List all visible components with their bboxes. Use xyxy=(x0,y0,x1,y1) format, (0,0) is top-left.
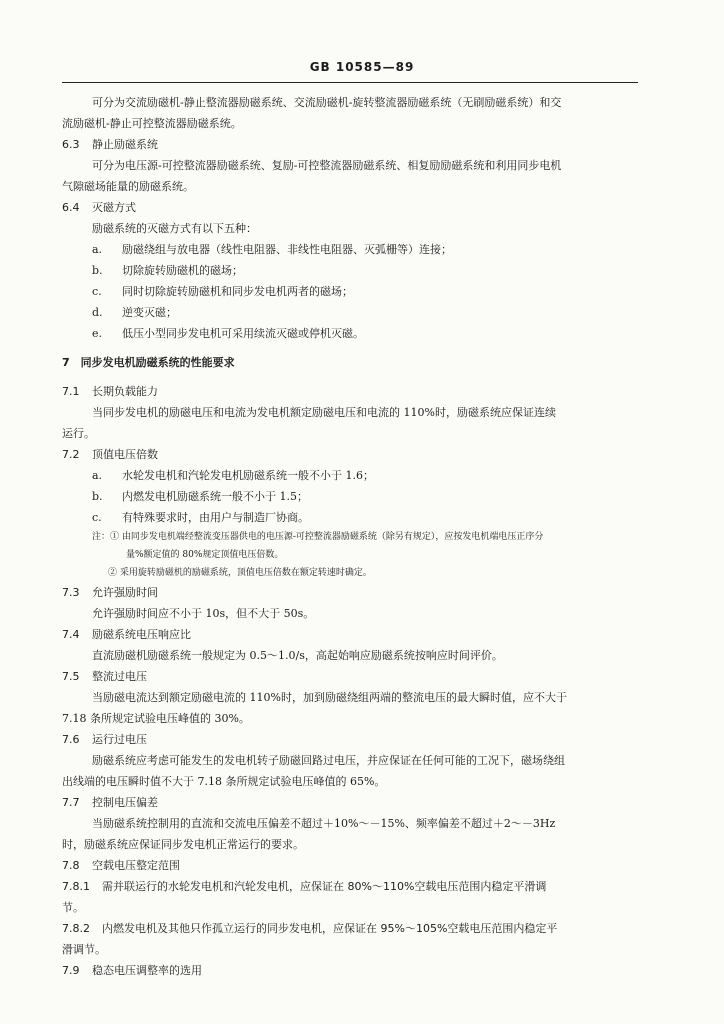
paragraph-line: 时，励磁系统应保证同步发电机正常运行的要求。 xyxy=(62,838,304,851)
section-heading xyxy=(62,960,642,981)
section-title: 励磁系统电压响应比 xyxy=(92,628,191,641)
section-number: 7.8.2 xyxy=(62,922,90,935)
note-line: 量%额定值的 80%规定顶值电压倍数。 xyxy=(126,550,284,560)
section-heading xyxy=(62,729,642,750)
paragraph-line: 当同步发电机的励磁电压和电流为发电机额定励磁电压和电流的 110%时，励磁系统应保证连续 xyxy=(92,406,556,419)
list-item-label: a. xyxy=(92,243,103,256)
list-item-label: d. xyxy=(92,306,103,319)
paragraph-line: 可分为电压源-可控整流器励磁系统、复励-可控整流器励磁系统、相复励励磁系统和利用同步电机 xyxy=(92,159,562,172)
section-heading xyxy=(62,134,642,155)
list-item-label: b. xyxy=(92,490,103,503)
paragraph-line: 7.18 条所规定试验电压峰值的 30%。 xyxy=(62,712,250,725)
list-item-text: 励磁绕组与放电器（线性电阻器、非线性电阻器、灭弧栅等）连接； xyxy=(122,243,452,256)
note-line: ② 采用旋转励磁机的励磁系统，顶值电压倍数在额定转速时确定。 xyxy=(108,568,372,578)
section-number: 7.4 xyxy=(62,628,80,641)
section-number: 7.3 xyxy=(62,586,80,599)
section-title: 运行过电压 xyxy=(92,733,147,746)
list-item xyxy=(62,507,642,528)
section-heading xyxy=(62,855,642,876)
section-number: 6.3 xyxy=(62,138,80,151)
list-item-text: 切除旋转励磁机的磁场； xyxy=(122,264,243,277)
list-item xyxy=(62,465,642,486)
paragraph-line: 节。 xyxy=(62,901,84,914)
section-number: 7.1 xyxy=(62,385,80,398)
section-title: 静止励磁系统 xyxy=(92,138,158,151)
section-heading xyxy=(62,792,642,813)
section-heading xyxy=(62,666,642,687)
paragraph-line: 直流励磁机励磁系统一般规定为 0.5～1.0/s，高起始响应励磁系统按响应时间评价。 xyxy=(92,649,503,662)
chapter-heading: 7 同步发电机励磁系统的性能要求 xyxy=(62,356,235,369)
list-item-label: b. xyxy=(92,264,103,277)
list-item xyxy=(62,302,642,323)
list-item-text: 内燃发电机励磁系统一般不小于 1.5； xyxy=(122,490,308,503)
list-item-label: c. xyxy=(92,511,102,524)
paragraph-line: 可分为交流励磁机-静止整流器励磁系统、交流励磁机-旋转整流器励磁系统（无刷励磁系统）和交 xyxy=(92,96,562,109)
section-title: 顶值电压倍数 xyxy=(92,448,158,461)
section-title: 控制电压偏差 xyxy=(92,796,158,809)
section-number: 7.5 xyxy=(62,670,80,683)
paragraph-line: 励磁系统应考虑可能发生的发电机转子励磁回路过电压，并应保证在任何可能的工况下，磁场绕组 xyxy=(92,754,565,767)
section-title: 长期负载能力 xyxy=(92,385,158,398)
section-heading xyxy=(62,624,642,645)
section-number: 7.8.1 xyxy=(62,880,90,893)
paragraph-line: 出线端的电压瞬时值不大于 7.18 条所规定试验电压峰值的 65%。 xyxy=(62,775,386,788)
paragraph-line: 当励磁电流达到额定励磁电流的 110%时，加到励磁绕组两端的整流电压的最大瞬时值，应不大于 xyxy=(92,691,567,704)
list-item-label: c. xyxy=(92,285,102,298)
list-item-text: 低压小型同步发电机可采用续流灭磁或停机灭磁。 xyxy=(122,327,364,340)
paragraph-line: 滑调节。 xyxy=(62,943,106,956)
section-title: 允许强励时间 xyxy=(92,586,158,599)
section-number: 7.8 xyxy=(62,859,80,872)
section-title: 灭磁方式 xyxy=(92,201,136,214)
paragraph-line: 气隙磁场能量的励磁系统。 xyxy=(62,180,194,193)
list-item-text: 同时切除旋转励磁机和同步发电机两者的磁场； xyxy=(122,285,353,298)
list-item xyxy=(62,239,642,260)
list-item xyxy=(62,281,642,302)
section-heading xyxy=(62,381,642,402)
list-item xyxy=(62,486,642,507)
header-divider xyxy=(62,82,638,83)
list-item xyxy=(62,260,642,281)
section-number: 7.7 xyxy=(62,796,80,809)
section-title: 稳态电压调整率的选用 xyxy=(92,964,202,977)
section-number: 7.6 xyxy=(62,733,80,746)
paragraph-line: 流励磁机-静止可控整流器励磁系统。 xyxy=(62,117,242,130)
section-number: 7.9 xyxy=(62,964,80,977)
note-line: 注：① 由同步发电机端经整流变压器供电的电压源-可控整流器励磁系统（除另有规定），应按发电机端电压正序分 xyxy=(92,532,544,542)
section-number: 7.2 xyxy=(62,448,80,461)
standard-code-header: GB 10585—89 xyxy=(309,60,415,74)
section-title: 空载电压整定范围 xyxy=(92,859,180,872)
section-heading xyxy=(62,918,642,939)
list-item xyxy=(62,323,642,344)
paragraph-line: 允许强励时间应不小于 10s，但不大于 50s。 xyxy=(92,607,315,620)
paragraph-line: 当励磁系统控制用的直流和交流电压偏差不超过＋10%～－15%、频率偏差不超过＋2～－3Hz xyxy=(92,817,556,830)
paragraph-line: 运行。 xyxy=(62,427,95,440)
list-item-label: e. xyxy=(92,327,103,340)
section-number: 6.4 xyxy=(62,201,80,214)
list-item-text: 有特殊要求时，由用户与制造厂协商。 xyxy=(122,511,309,524)
section-title: 整流过电压 xyxy=(92,670,147,683)
section-title: 需并联运行的水轮发电机和汽轮发电机，应保证在 80%～110%空载电压范围内稳定平滑调 xyxy=(102,880,547,893)
section-heading xyxy=(62,197,642,218)
paragraph-line: 励磁系统的灭磁方式有以下五种： xyxy=(92,222,257,235)
document-body xyxy=(62,92,642,981)
section-heading xyxy=(62,582,642,603)
section-heading xyxy=(62,876,642,897)
section-heading xyxy=(62,444,642,465)
list-item-text: 逆变灭磁； xyxy=(122,306,177,319)
section-title: 内燃发电机及其他只作孤立运行的同步发电机，应保证在 95%～105%空载电压范围内稳定平 xyxy=(102,922,558,935)
list-item-text: 水轮发电机和汽轮发电机励磁系统一般不小于 1.6； xyxy=(122,469,374,482)
list-item-label: a. xyxy=(92,469,103,482)
